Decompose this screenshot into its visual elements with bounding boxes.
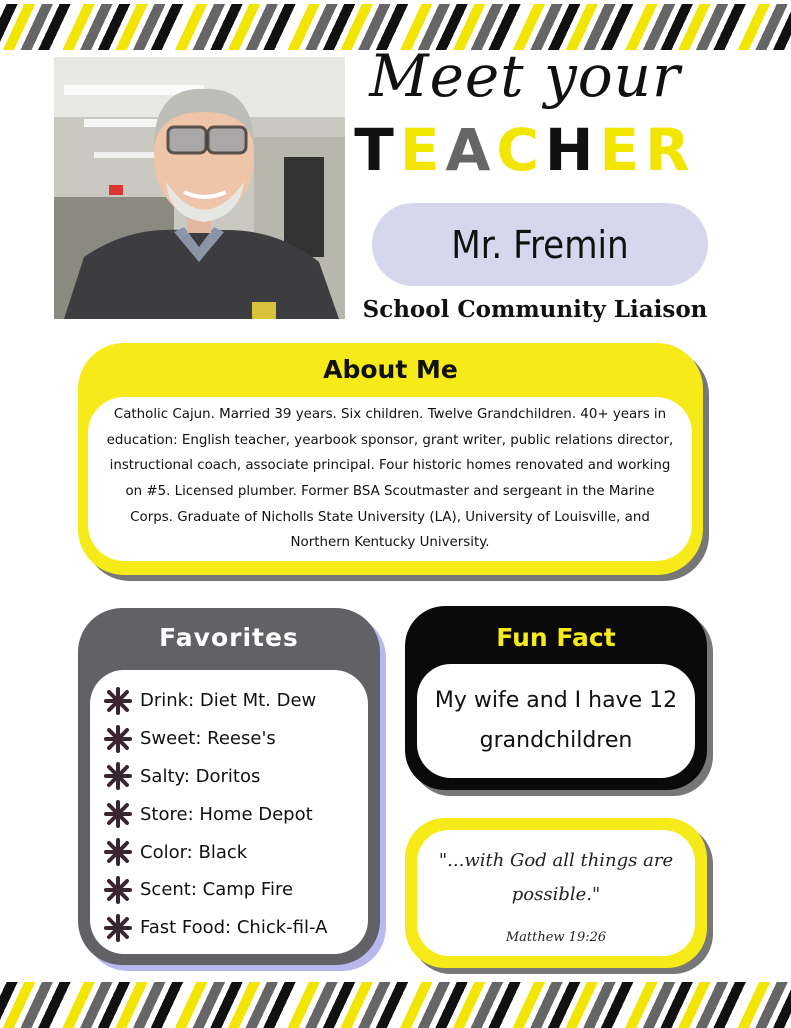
teacher-heading (345, 118, 705, 182)
about-me-card (78, 343, 703, 575)
asterisk-star-icon (104, 687, 132, 715)
favorite-item-label: Scent: Camp Fire (140, 879, 294, 901)
quote-body (417, 830, 695, 956)
favorite-item (104, 909, 368, 947)
favorites-list (90, 670, 368, 954)
teacher-letter: E (599, 116, 646, 184)
fun-fact-title: Fun Fact (496, 623, 616, 652)
asterisk-star-icon (104, 914, 132, 942)
favorite-item-label: Salty: Doritos (140, 765, 261, 787)
teacher-letter: R (645, 116, 696, 184)
teacher-letter: E (399, 116, 446, 184)
fun-fact-body (417, 664, 695, 778)
asterisk-star-icon (104, 725, 132, 753)
asterisk-star-icon (104, 800, 132, 828)
teacher-letter: C (496, 116, 545, 184)
about-me-text: Catholic Cajun. Married 39 years. Six children. Twelve Grandchildren. 40+ years in education: English teacher, yearbook sponsor, grant writer, public relations director, instructional coach, associate principal. Four historic homes renovated and working on #5. Licensed plumber. Former BSA Scoutmaster and sergeant in the Marine Corps. Graduate of Nicholls State University (LA), University of Louisville, and Northern Kentucky University. (106, 407, 674, 551)
favorite-item (104, 795, 368, 833)
about-me-title: About Me (323, 355, 458, 384)
teacher-role: School Community Liaison (362, 296, 708, 323)
teacher-photo (54, 57, 345, 319)
fun-fact-text: My wife and I have 12 grandchildren (434, 688, 678, 753)
fun-fact-card (405, 606, 707, 790)
about-me-body (88, 397, 692, 561)
favorite-item-label: Drink: Diet Mt. Dew (140, 690, 317, 712)
quote-card (405, 818, 707, 968)
quote-reference: Matthew 19:26 (505, 930, 607, 945)
favorites-title: Favorites (159, 623, 299, 652)
favorite-item (104, 720, 368, 758)
favorite-item-label: Store: Home Depot (140, 803, 313, 825)
favorites-card (78, 608, 380, 965)
favorite-item-label: Fast Food: Chick-fil-A (140, 917, 328, 939)
asterisk-star-icon (104, 876, 132, 904)
favorite-item (104, 871, 368, 909)
bottom-stripe-border (0, 982, 791, 1028)
teacher-name: Mr. Fremin (372, 203, 708, 286)
teacher-letter: A (445, 116, 497, 184)
asterisk-star-icon (104, 762, 132, 790)
favorite-item-label: Sweet: Reese's (140, 728, 276, 750)
asterisk-star-icon (104, 838, 132, 866)
meet-your-heading: Meet your (369, 42, 681, 110)
favorite-item (104, 833, 368, 871)
quote-text: "...with God all things are possible." (438, 850, 674, 905)
teacher-letter: T (354, 116, 400, 184)
favorite-item (104, 682, 368, 720)
favorite-item-label: Color: Black (140, 841, 248, 863)
favorite-item (104, 758, 368, 796)
teacher-letter: H (544, 116, 600, 184)
